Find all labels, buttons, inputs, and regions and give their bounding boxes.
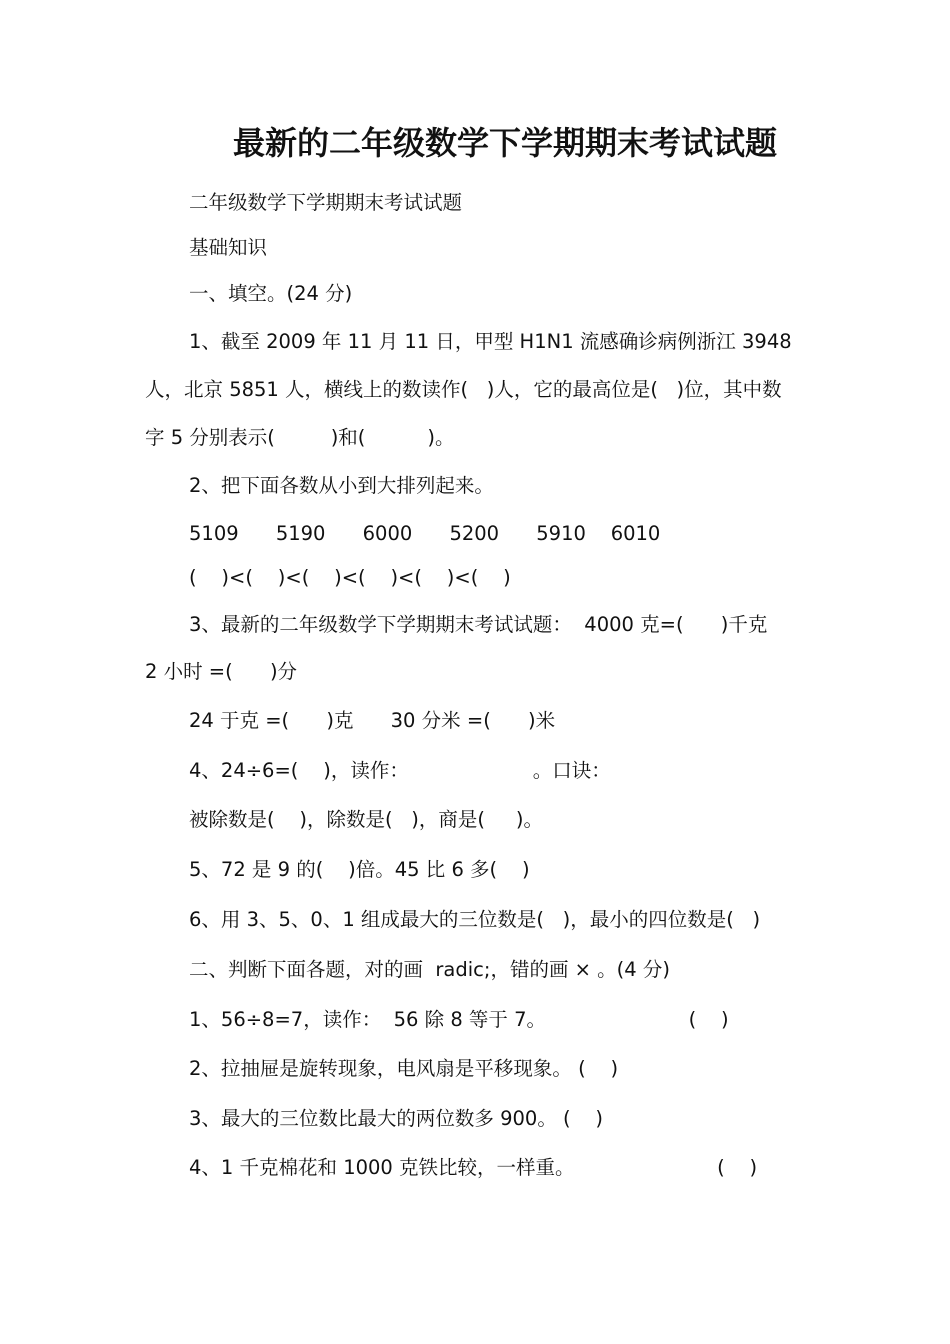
question-4-line-1: 4、24÷6=( )，读作： 。口诀： <box>189 759 611 782</box>
judge-3: 3、最大的三位数比最大的两位数多 900。 ( ) <box>189 1107 604 1130</box>
question-4-line-2: 被除数是( )，除数是( )，商是( )。 <box>189 808 544 831</box>
question-1-line-3: 字 5 分别表示( )和( )。 <box>145 426 455 449</box>
question-5: 5、72 是 9 的( )倍。45 比 6 多( ) <box>189 858 530 881</box>
judge-2: 2、拉抽屉是旋转现象，电风扇是平移现象。 ( ) <box>189 1057 619 1080</box>
judge-4: 4、1 千克棉花和 1000 克铁比较，一样重。 ( ) <box>189 1156 758 1179</box>
question-2: 2、把下面各数从小到大排列起来。 <box>189 474 494 497</box>
judge-1: 1、56÷8=7，读作： 56 除 8 等于 7。 ( ) <box>189 1008 729 1031</box>
part2-heading: 二、判断下面各题，对的画 radic;，错的画 × 。(4 分) <box>189 958 671 981</box>
question-3-line-1: 3、最新的二年级数学下学期期末考试试题： 4000 克=( )千克 <box>189 613 768 636</box>
question-6: 6、用 3、5、0、1 组成最大的三位数是( )，最小的四位数是( ) <box>189 908 761 931</box>
section-basic: 基础知识 <box>189 236 268 259</box>
question-3-line-3: 24 于克 =( )克 30 分米 =( )米 <box>189 709 556 732</box>
question-1-line-2: 人，北京 5851 人，横线上的数读作( )人，它的最高位是( )位，其中数 <box>145 378 782 401</box>
document-title: 最新的二年级数学下学期期末考试试题 <box>232 124 777 162</box>
subtitle: 二年级数学下学期期末考试试题 <box>189 191 463 214</box>
question-1-line-1: 1、截至 2009 年 11 月 11 日，甲型 H1N1 流感确诊病例浙江 3948 <box>189 330 792 353</box>
question-2-blanks: ( )<( )<( )<( )<( )<( ) <box>189 566 511 589</box>
question-3-line-2: 2 小时 =( )分 <box>145 660 298 683</box>
part1-heading: 一、填空。(24 分) <box>189 282 353 305</box>
question-2-numbers: 5109 5190 6000 5200 5910 6010 <box>189 522 661 545</box>
